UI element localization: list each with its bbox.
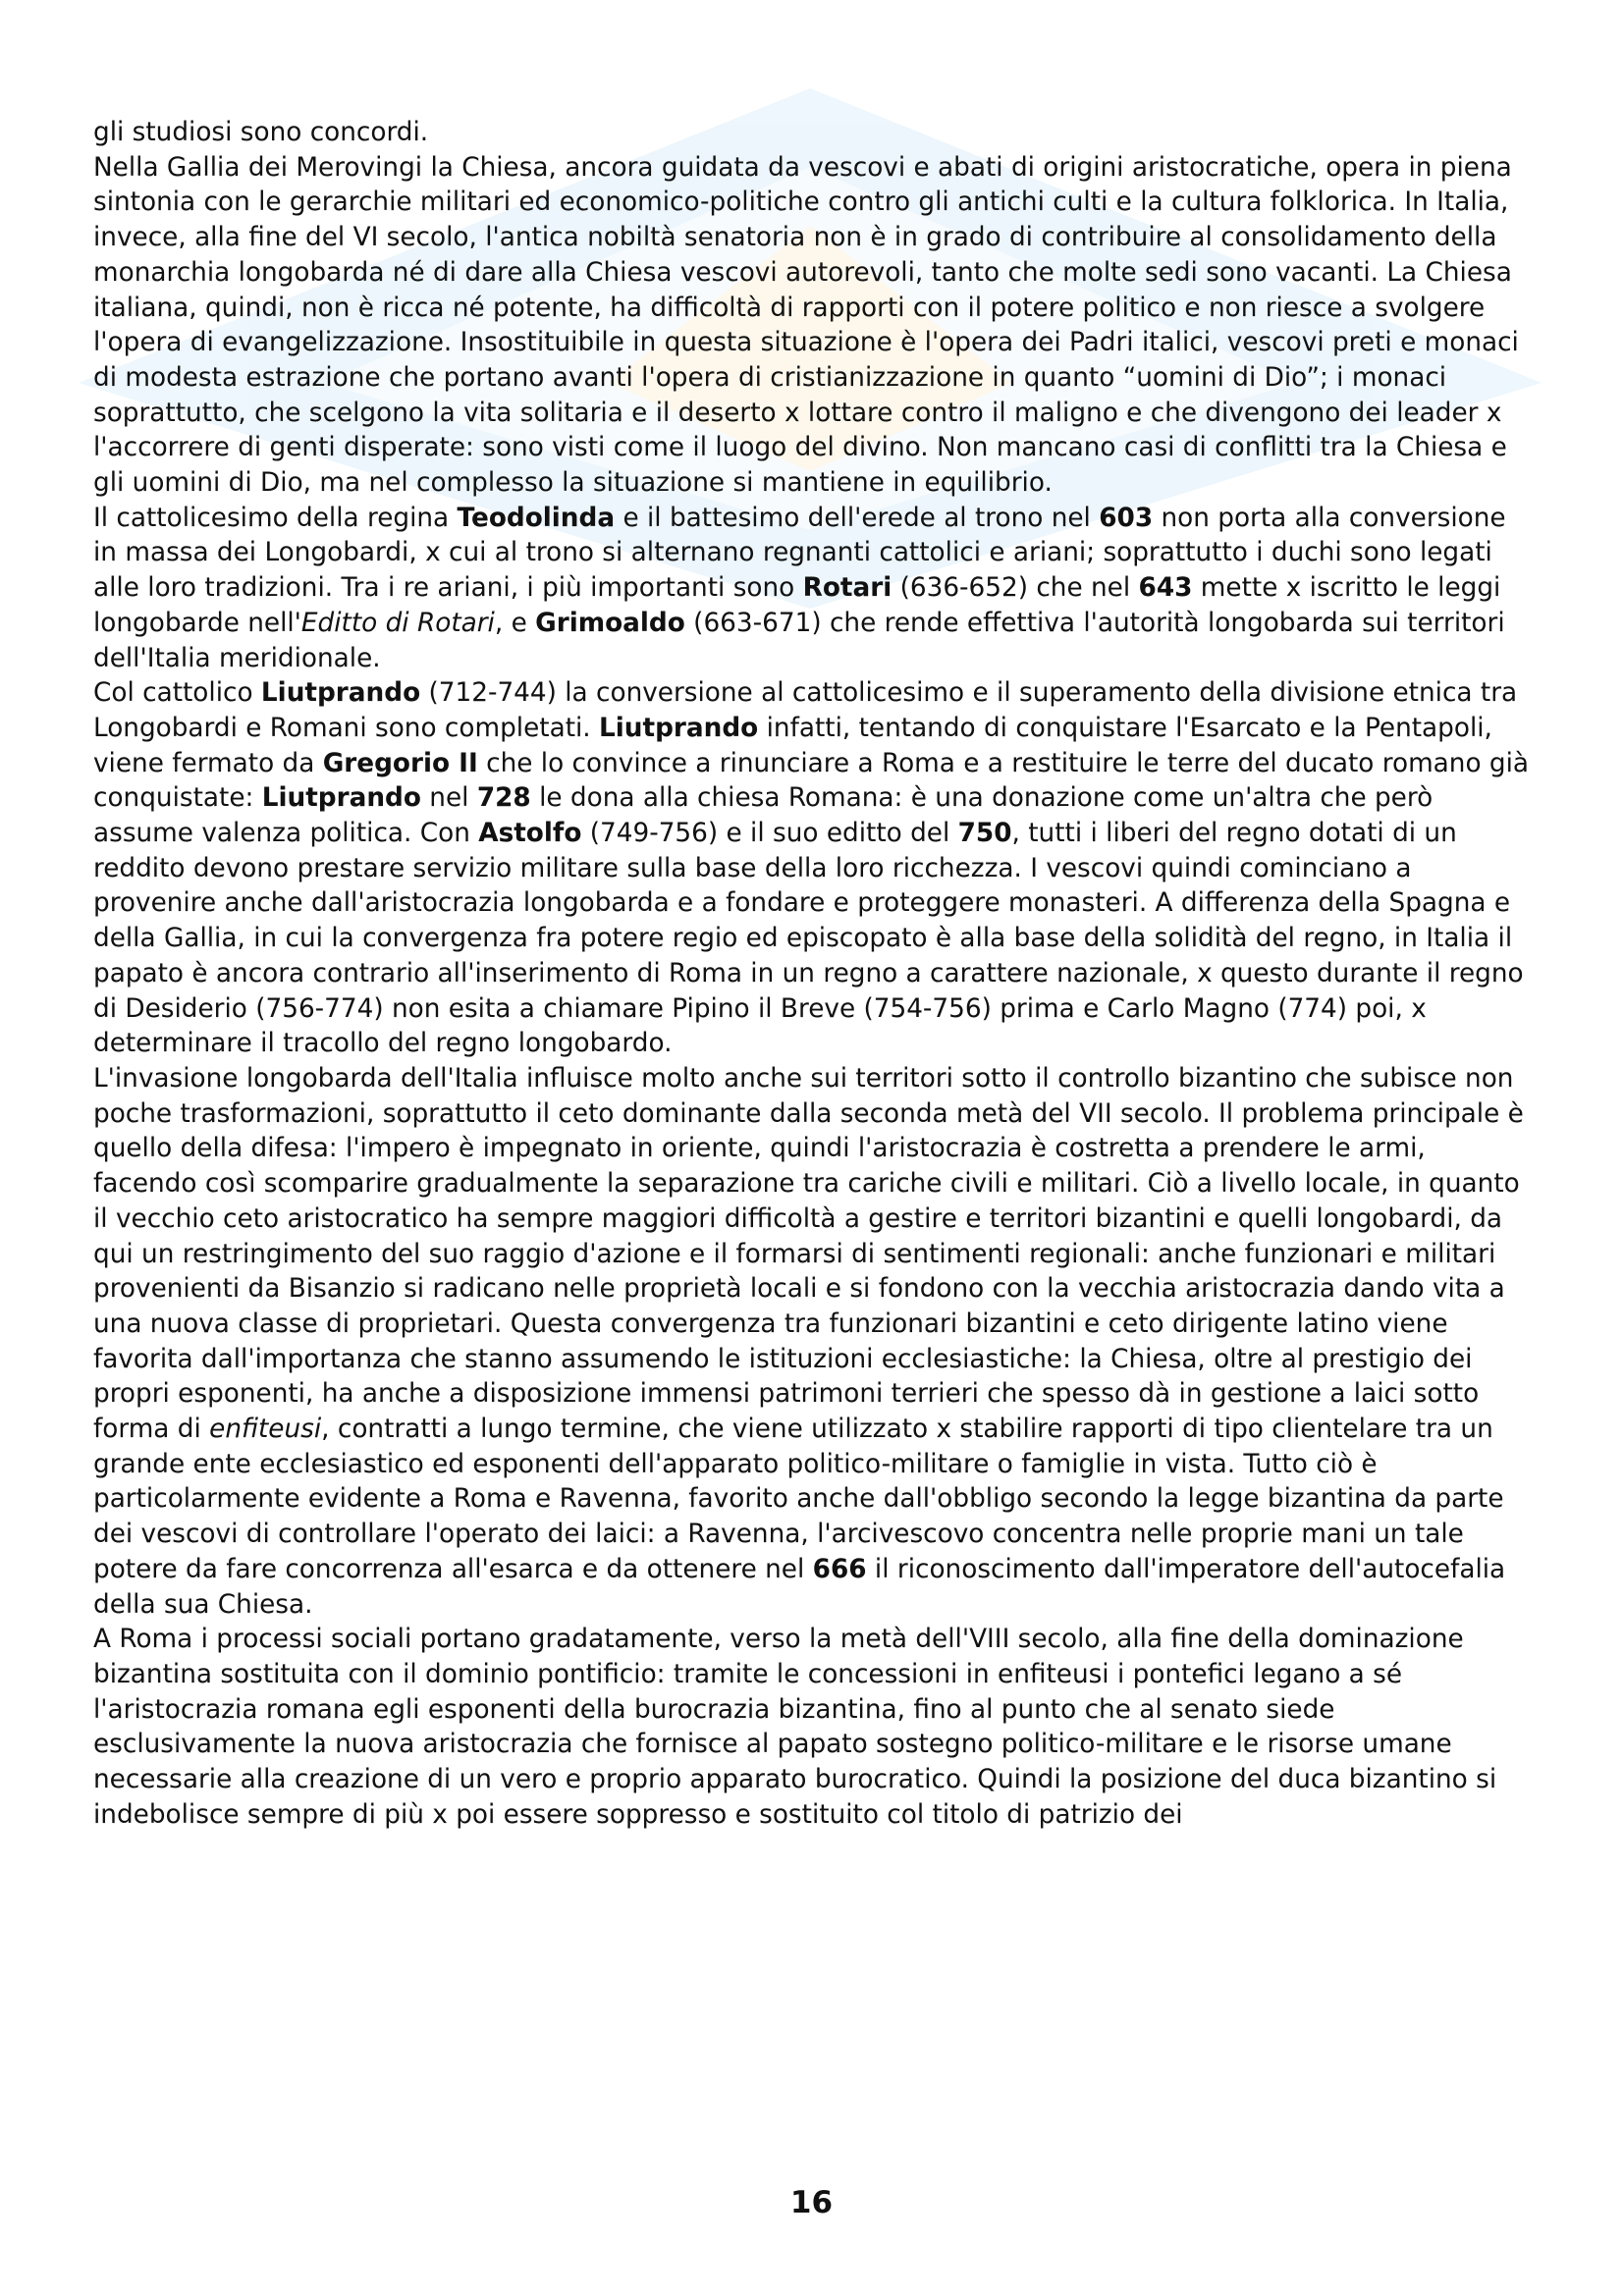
text-run: gli studiosi sono concordi.	[93, 118, 429, 147]
page-number: 16	[789, 2185, 834, 2220]
text-run: e il battesimo dell'erede al trono nel	[615, 503, 1100, 533]
text-run: non porta alla conversione in massa dei Longobardi, x cui al trono si alternano regnanti cattolici e ariani; soprattutto i duchi sono legati alle loro tradizioni. Tra i re ariani, i più importanti sono	[93, 503, 1506, 604]
text-run: (712-744) la conversione al cattolicesimo e il superamento della divisione etnica tra Longobardi e Romani sono completati.	[93, 678, 1518, 743]
bold-term: Liutprando	[260, 678, 421, 709]
text-run: (663-671) che rende effettiva l'autorità longobarda sui territori dell'Italia meridionale.	[93, 608, 1505, 673]
bold-term: 643	[1138, 573, 1193, 604]
text-run: Il cattolicesimo della regina	[93, 503, 458, 533]
text-run: A Roma i processi sociali portano gradatamente, verso la metà dell'VIII secolo, alla fine della dominazione bizantina sostituita con il dominio pontificio: tramite le concessioni in enfiteusi i pontefici legano a sé l'aristocrazia romana egli esponenti della burocrazia bizantina, fino al punto che al senato siede esclusivamente la nuova aristocrazia che fornisce al papato sostegno politico-militare e le risorse umane necessarie alla creazione di un vero e proprio apparato burocratico. Quindi la posizione del duca bizantino si indebolisce sempre di più x poi essere soppresso e sostituito col titolo di patrizio dei	[93, 1625, 1497, 1830]
bold-term: Grimoaldo	[535, 608, 685, 638]
bold-term: Teodolinda	[457, 503, 616, 533]
text-run: nel	[420, 783, 477, 814]
text-run: che lo convince a rinunciare a Roma e a restituire le terre del ducato romano già conquistate:	[93, 748, 1530, 814]
text-run: L'invasione longobarda dell'Italia influisce molto anche sui territori sotto il controllo bizantino che subisce non poche trasformazioni, soprattutto il ceto dominante dalla seconda metà del VII secolo. Il problema principale è quello della difesa: l'impero è impegnato in oriente, quindi l'aristocrazia è costretta a prendere le armi, facendo così scomparire gradualmente la separazione tra cariche civili e militari. Ciò a livello locale, in quanto il vecchio ceto aristocratico ha sempre maggiori difficoltà a gestire e territori bizantini e quelli longobardi, da qui un restringimento del suo raggio d'azione e il formarsi di sentimenti regionali: anche funzionari e militari provenienti da Bisanzio si radicano nelle proprietà locali e si fondono con la vecchia aristocrazia dando vita a una nuova classe di proprietari. Questa convergenza tra funzionari bizantini e ceto dirigente latino viene favorita dall'importanza che stanno assumendo le istituzioni ecclesiastiche: la Chiesa, oltre al prestigio dei propri esponenti, ha anche a disposizione immensi patrimoni terrieri che spesso dà in gestione a laici sotto forma di	[93, 1063, 1524, 1445]
text-run: (749-756) e il suo editto del	[581, 819, 958, 849]
bold-term: Astolfo	[478, 819, 582, 849]
bold-term: 666	[812, 1554, 867, 1584]
text-run: mette x iscritto le leggi longobarde nell'	[93, 573, 1501, 638]
bold-term: Liutprando	[261, 783, 421, 814]
italic-term: Editto di Rotari	[300, 608, 495, 638]
paragraph	[93, 1623, 1537, 1833]
bold-term: 750	[957, 819, 1012, 849]
bold-term: Rotari	[802, 573, 893, 604]
paragraph	[93, 151, 1537, 502]
text-run: (636-652) che nel	[892, 573, 1139, 604]
italic-term: enfiteusi	[209, 1415, 322, 1445]
bold-term: 603	[1099, 503, 1154, 533]
text-run: infatti, tentando di conquistare l'Esarcato e la Pentapoli, viene fermato da	[93, 713, 1492, 778]
page-body	[93, 116, 1537, 1833]
paragraph	[93, 502, 1537, 677]
bold-term: 728	[476, 783, 531, 814]
text-run: , e	[494, 608, 536, 638]
paragraph	[93, 1062, 1537, 1623]
text-run: il riconoscimento dall'imperatore dell'autocefalia della sua Chiesa.	[93, 1554, 1506, 1620]
bold-term: Liutprando	[599, 713, 759, 743]
paragraph	[93, 676, 1537, 1062]
text-run: Nella Gallia dei Merovingi la Chiesa, ancora guidata da vescovi e abati di origini aristocratiche, opera in piena sintonia con le gerarchie militari ed economico-politiche contro gli antichi culti e la cultura folklorica. In Italia, invece, alla fine del VI secolo, l'antica nobiltà senatoria non è in grado di contribuire al consolidamento della monarchia longobarda né di dare alla Chiesa vescovi autorevoli, tanto che molte sedi sono vacanti. La Chiesa italiana, quindi, non è ricca né potente, ha difficoltà di rapporti con il potere politico e non riesce a svolgere l'opera di evangelizzazione. Insostituibile in questa situazione è l'opera dei Padri italici, vescovi preti e monaci di modesta estrazione che portano avanti l'opera di cristianizzazione in quanto “uomini di Dio”; i monaci soprattutto, che scelgono la vita solitaria e il deserto x lottare contro il maligno e che divengono dei leader x l'accorrere di genti disperate: sono visti come il luogo del divino. Non mancano casi di conflitti tra la Chiesa e gli uomini di Dio, ma nel complesso la situazione si mantiene in equilibrio.	[93, 152, 1519, 499]
bold-term: Gregorio II	[322, 748, 478, 778]
text-run: Col cattolico	[93, 678, 261, 709]
text-run: , contratti a lungo termine, che viene utilizzato x stabilire rapporti di tipo clientelare tra un grande ente ecclesiastico ed esponenti dell'apparato politico-militare o famiglie in vista. Tutto ciò è particolarmente evidente a Roma e Ravenna, favorito anche dall'obbligo secondo la legge bizantina da parte dei vescovi di controllare l'operato dei laici: a Ravenna, l'arcivescovo concentra nelle proprie mani un tale potere da fare concorrenza all'esarca e da ottenere nel	[93, 1415, 1504, 1584]
text-run: , tutti i liberi del regno dotati di un reddito devono prestare servizio militare sulla base della loro ricchezza. I vescovi quindi cominciano a provenire anche dall'aristocrazia longobarda e a fondare e proteggere monasteri. A differenza della Spagna e della Gallia, in cui la convergenza fra potere regio ed episcopato è alla base della solidità del regno, in Italia il papato è ancora contrario all'inserimento di Roma in un regno a carattere nazionale, x questo durante il regno di Desiderio (756-774) non esita a chiamare Pipino il Breve (754-756) prima e Carlo Magno (774) poi, x determinare il tracollo del regno longobardo.	[93, 819, 1524, 1059]
text-run: le dona alla chiesa Romana: è una donazione come un'altra che però assume valenza politica. Con	[93, 783, 1434, 849]
paragraph	[93, 116, 1537, 151]
